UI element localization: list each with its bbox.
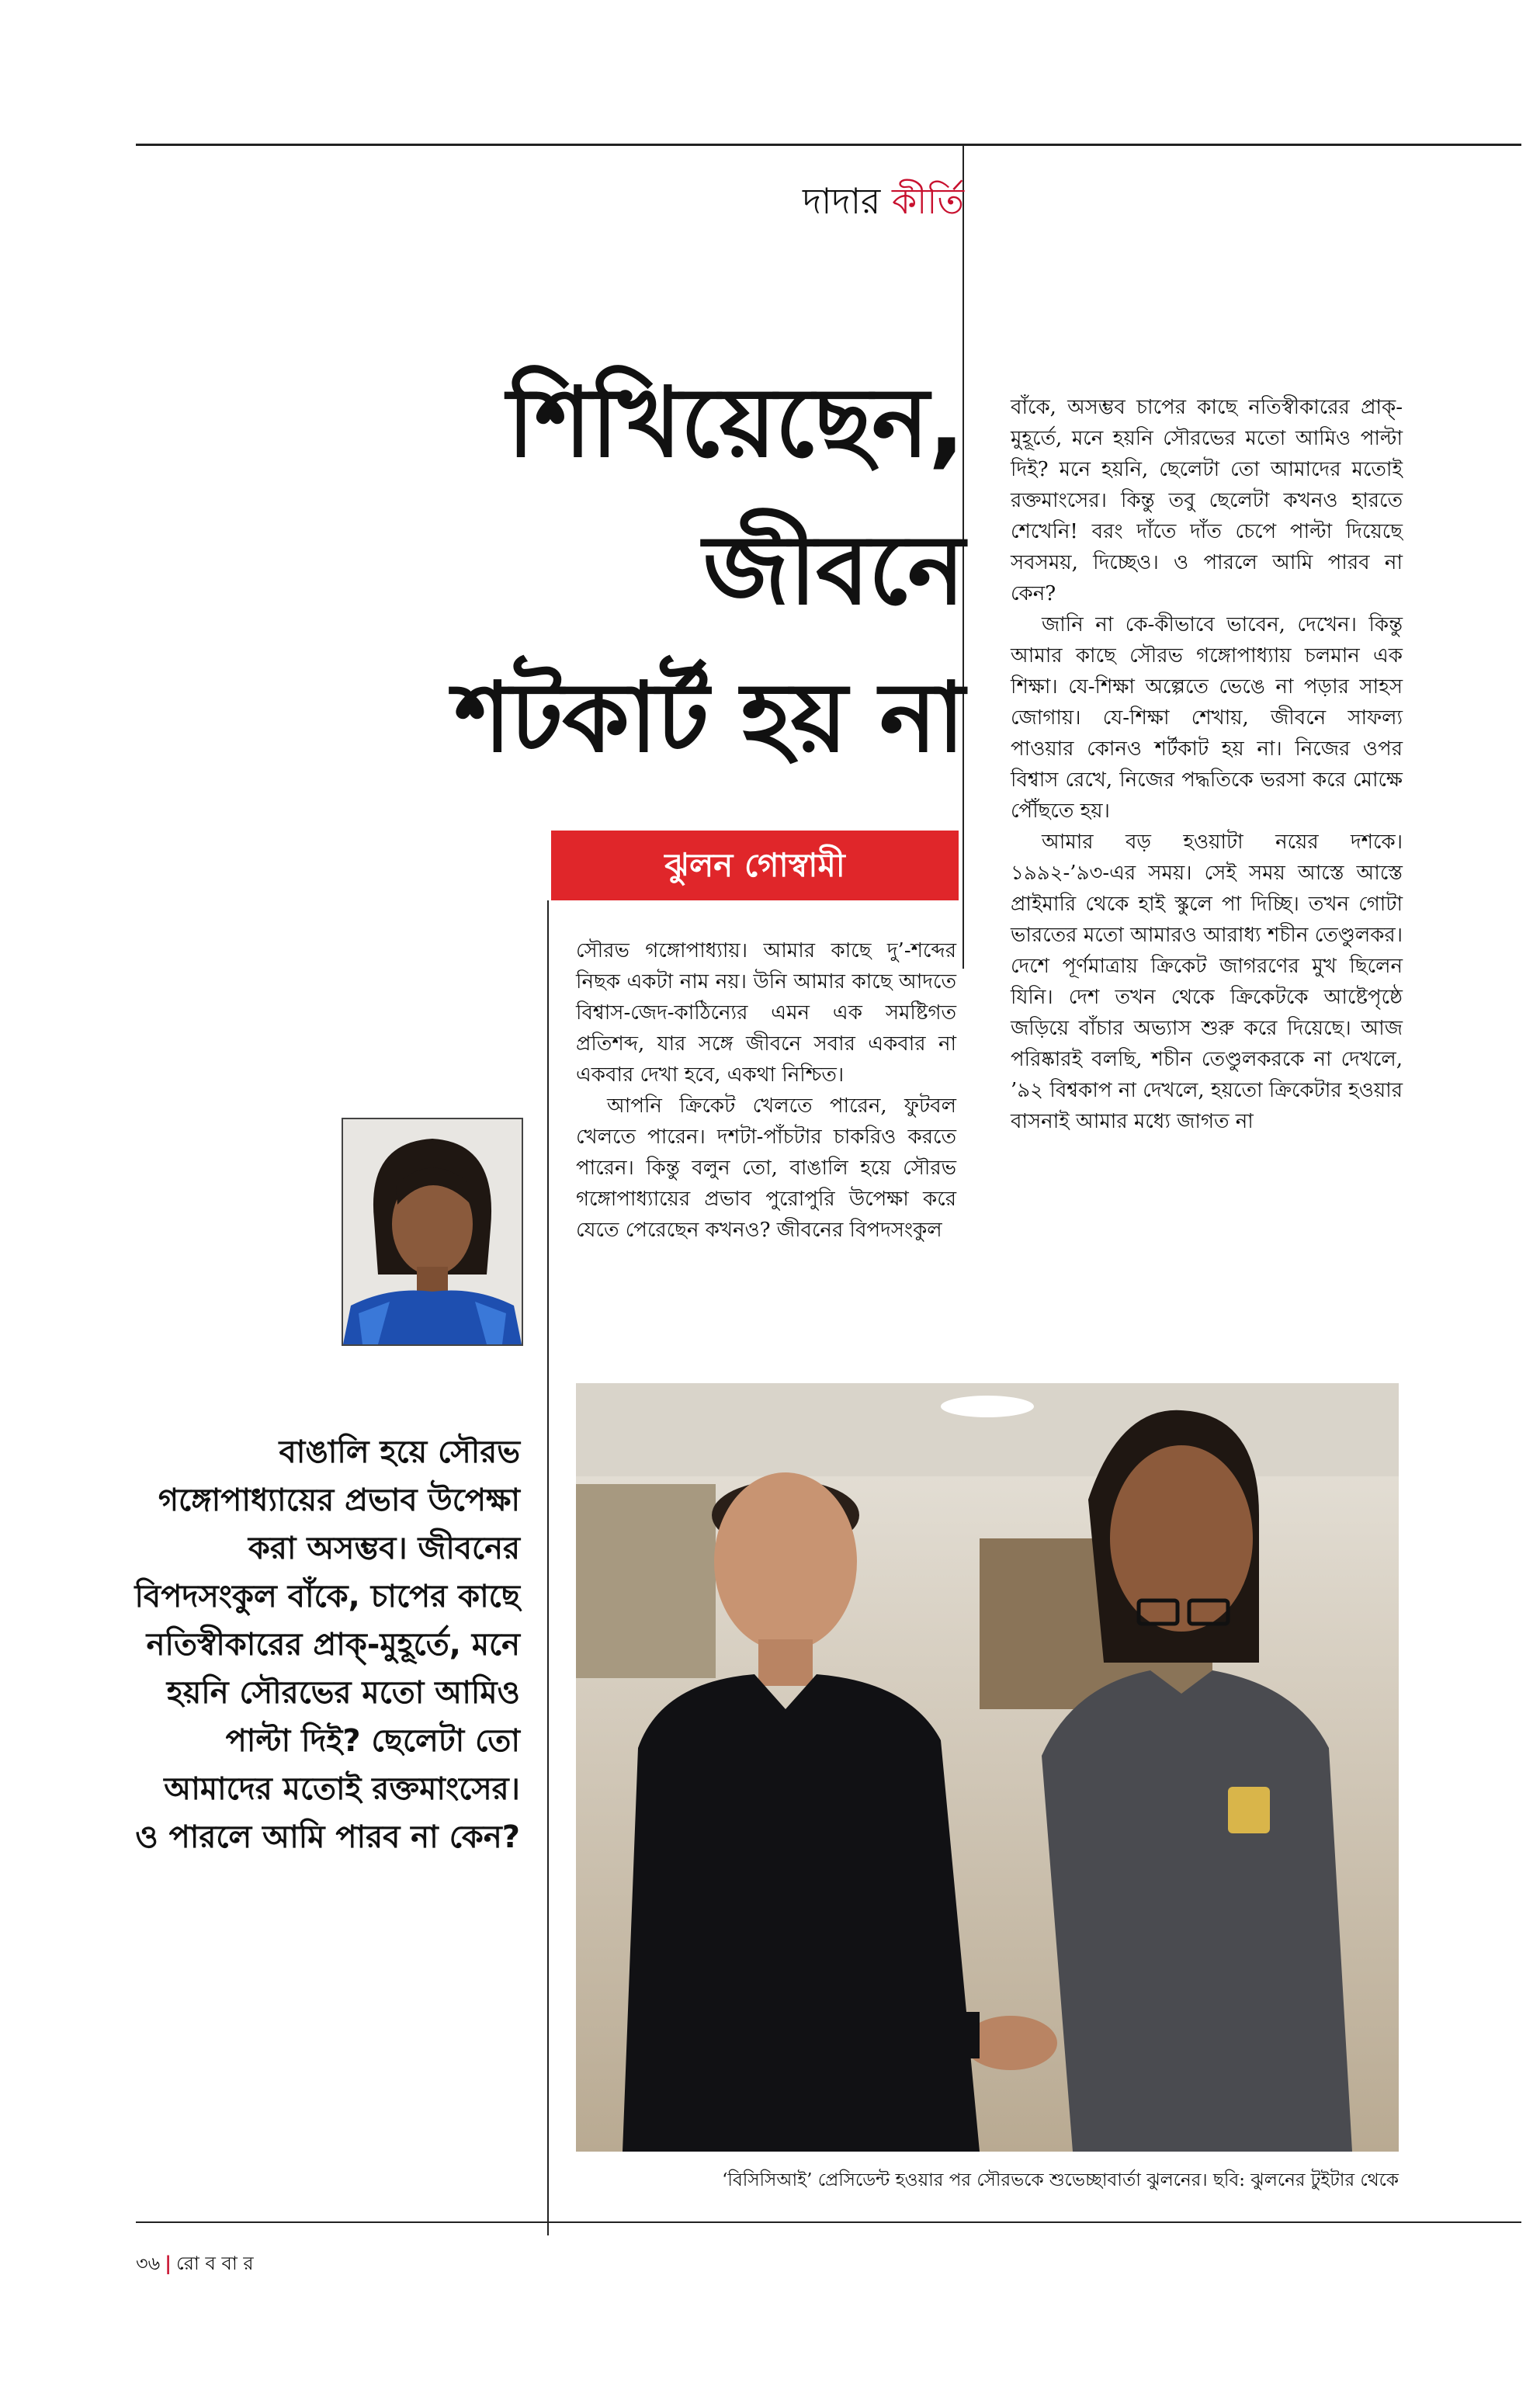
paragraph: বাঁকে, অসম্ভব চাপের কাছে নতিস্বীকারের প্রাক্-মুহূর্তে, মনে হয়নি সৌরভের মতো আমিও পাল্টা দিই? মনে হয়নি, ছেলেটা তো আমাদের মতোই রক্তমাংসের। কিন্তু তবু ছেলেটা কখনও হারতে শেখেনি! বরং দাঁতে দাঁত চেপে পাল্টা দিয়েছে সবসময়, দিচ্ছেও। ও পারলে আমি পারব না কেন? <box>1011 396 1403 605</box>
bottom-rule <box>136 2221 1521 2223</box>
paragraph: জানি না কে-কীভাবে ভাবেন, দেখেন। কিন্তু আমার কাছে সৌরভ গঙ্গোপাধ্যায় চলমান এক শিক্ষা। যে-শিক্ষা অল্পেতে ভেঙে না পড়ার সাহস জোগায়। যে-শিক্ষা শেখায়, জীবনে সাফল্য পাওয়ার কোনও শর্টকাট হয় না। নিজের ওপর বিশ্বাস রেখে, নিজের পদ্ধতিকে ভরসা করে মোক্ষে পৌঁছতে হয়। <box>1011 613 1403 823</box>
paragraph: আপনি ক্রিকেট খেলতে পারেন, ফুটবল খেলতে পারেন। দশটা-পাঁচটার চাকরিও করতে পারেন। কিন্তু বলুন তো, বাঙালি হয়ে সৌরভ গঙ্গোপাধ্যায়ের প্রভাব পুরোপুরি উপেক্ষা করে যেতে পেরেছেন কখনও? জীবনের বিপদসংকুল <box>576 1094 956 1242</box>
paragraph: সৌরভ গঙ্গোপাধ্যায়। আমার কাছে দু’-শব্দের নিছক একটা নাম নয়। উনি আমার কাছে আদতে বিশ্বাস-জেদ-কাঠিন্যের এমন এক সমষ্টিগত প্রতিশব্দ, যার সঙ্গে জীবনে সবার একবার না একবার দেখা হবে, একথা নিশ্চিত। <box>576 939 956 1087</box>
byline: ঝুলন গোস্বামী <box>551 831 959 900</box>
headline-line-1: শিখিয়েছেন, <box>507 367 964 479</box>
page-number: ৩৬ <box>136 2253 161 2274</box>
section-label <box>803 175 964 234</box>
pull-quote-text: বাঙালি হয়ে সৌরভ গঙ্গোপাধ্যায়ের প্রভাব উপেক্ষা করা অসম্ভব। জীবনের বিপদসংকুল বাঁকে, চাপের কাছে নতিস্বীকারের প্রাক্-মুহূর্তে, মনে হয়নি সৌরভের মতো আমিও পাল্টা দিই? ছেলেটা তো আমাদের মতোই রক্তমাংসের। <box>134 1434 520 1807</box>
headline-line-2: জীবনে <box>702 515 964 626</box>
article-column-left <box>576 935 956 1246</box>
main-photo <box>576 1383 1399 2152</box>
section-prefix: দাদার <box>803 180 881 222</box>
section-highlight: কীর্তি <box>891 180 964 222</box>
article-column-right <box>1011 392 1403 1137</box>
pull-quote <box>116 1428 520 1861</box>
page-footer <box>136 2249 254 2280</box>
pull-quote-text: ও পারলে আমি পারব না কেন? <box>135 1819 520 1855</box>
headline <box>188 349 964 792</box>
paragraph: আমার বড় হওয়াটা নয়ের দশকে। ১৯৯২-’৯৩-এর সময়। সেই সময় আস্তে আস্তে প্রাইমারি থেকে হাই স্কুলে পা দিচ্ছি। তখন গোটা ভারতের মতো আমারও আরাধ্য শচীন তেণ্ডুলকর। দেশে পূর্ণমাত্রায় ক্রিকেট জাগরণের মুখ ছিলেন যিনি। দেশ তখন থেকে ক্রিকেটকে আষ্টেপৃষ্ঠে জড়িয়ে বাঁচার অভ্যাস শুরু করে দিয়েছে। আজ পরিষ্কারই বলছি, শচীন তেণ্ডুলকরকে না দেখলে, ’৯২ বিশ্বকাপ না দেখলে, হয়তো ক্রিকেটার হওয়ার বাসনাই আমার মধ্যে জাগত না <box>1011 831 1403 1133</box>
top-rule <box>136 144 1521 146</box>
footer-separator: | <box>165 2252 172 2274</box>
column-divider-body <box>547 900 549 2235</box>
author-photo <box>342 1118 523 1346</box>
publication-name: রো ব বা র <box>175 2253 254 2274</box>
headline-line-3: শটকার্ট হয় না <box>454 662 964 774</box>
photo-caption: ‘বিসিসিআই’ প্রেসিডেন্ট হওয়ার পর সৌরভকে শুভেচ্ছাবার্তা ঝুলনের। ছবি: ঝুলনের টুইটার থেকে <box>722 2170 1399 2190</box>
